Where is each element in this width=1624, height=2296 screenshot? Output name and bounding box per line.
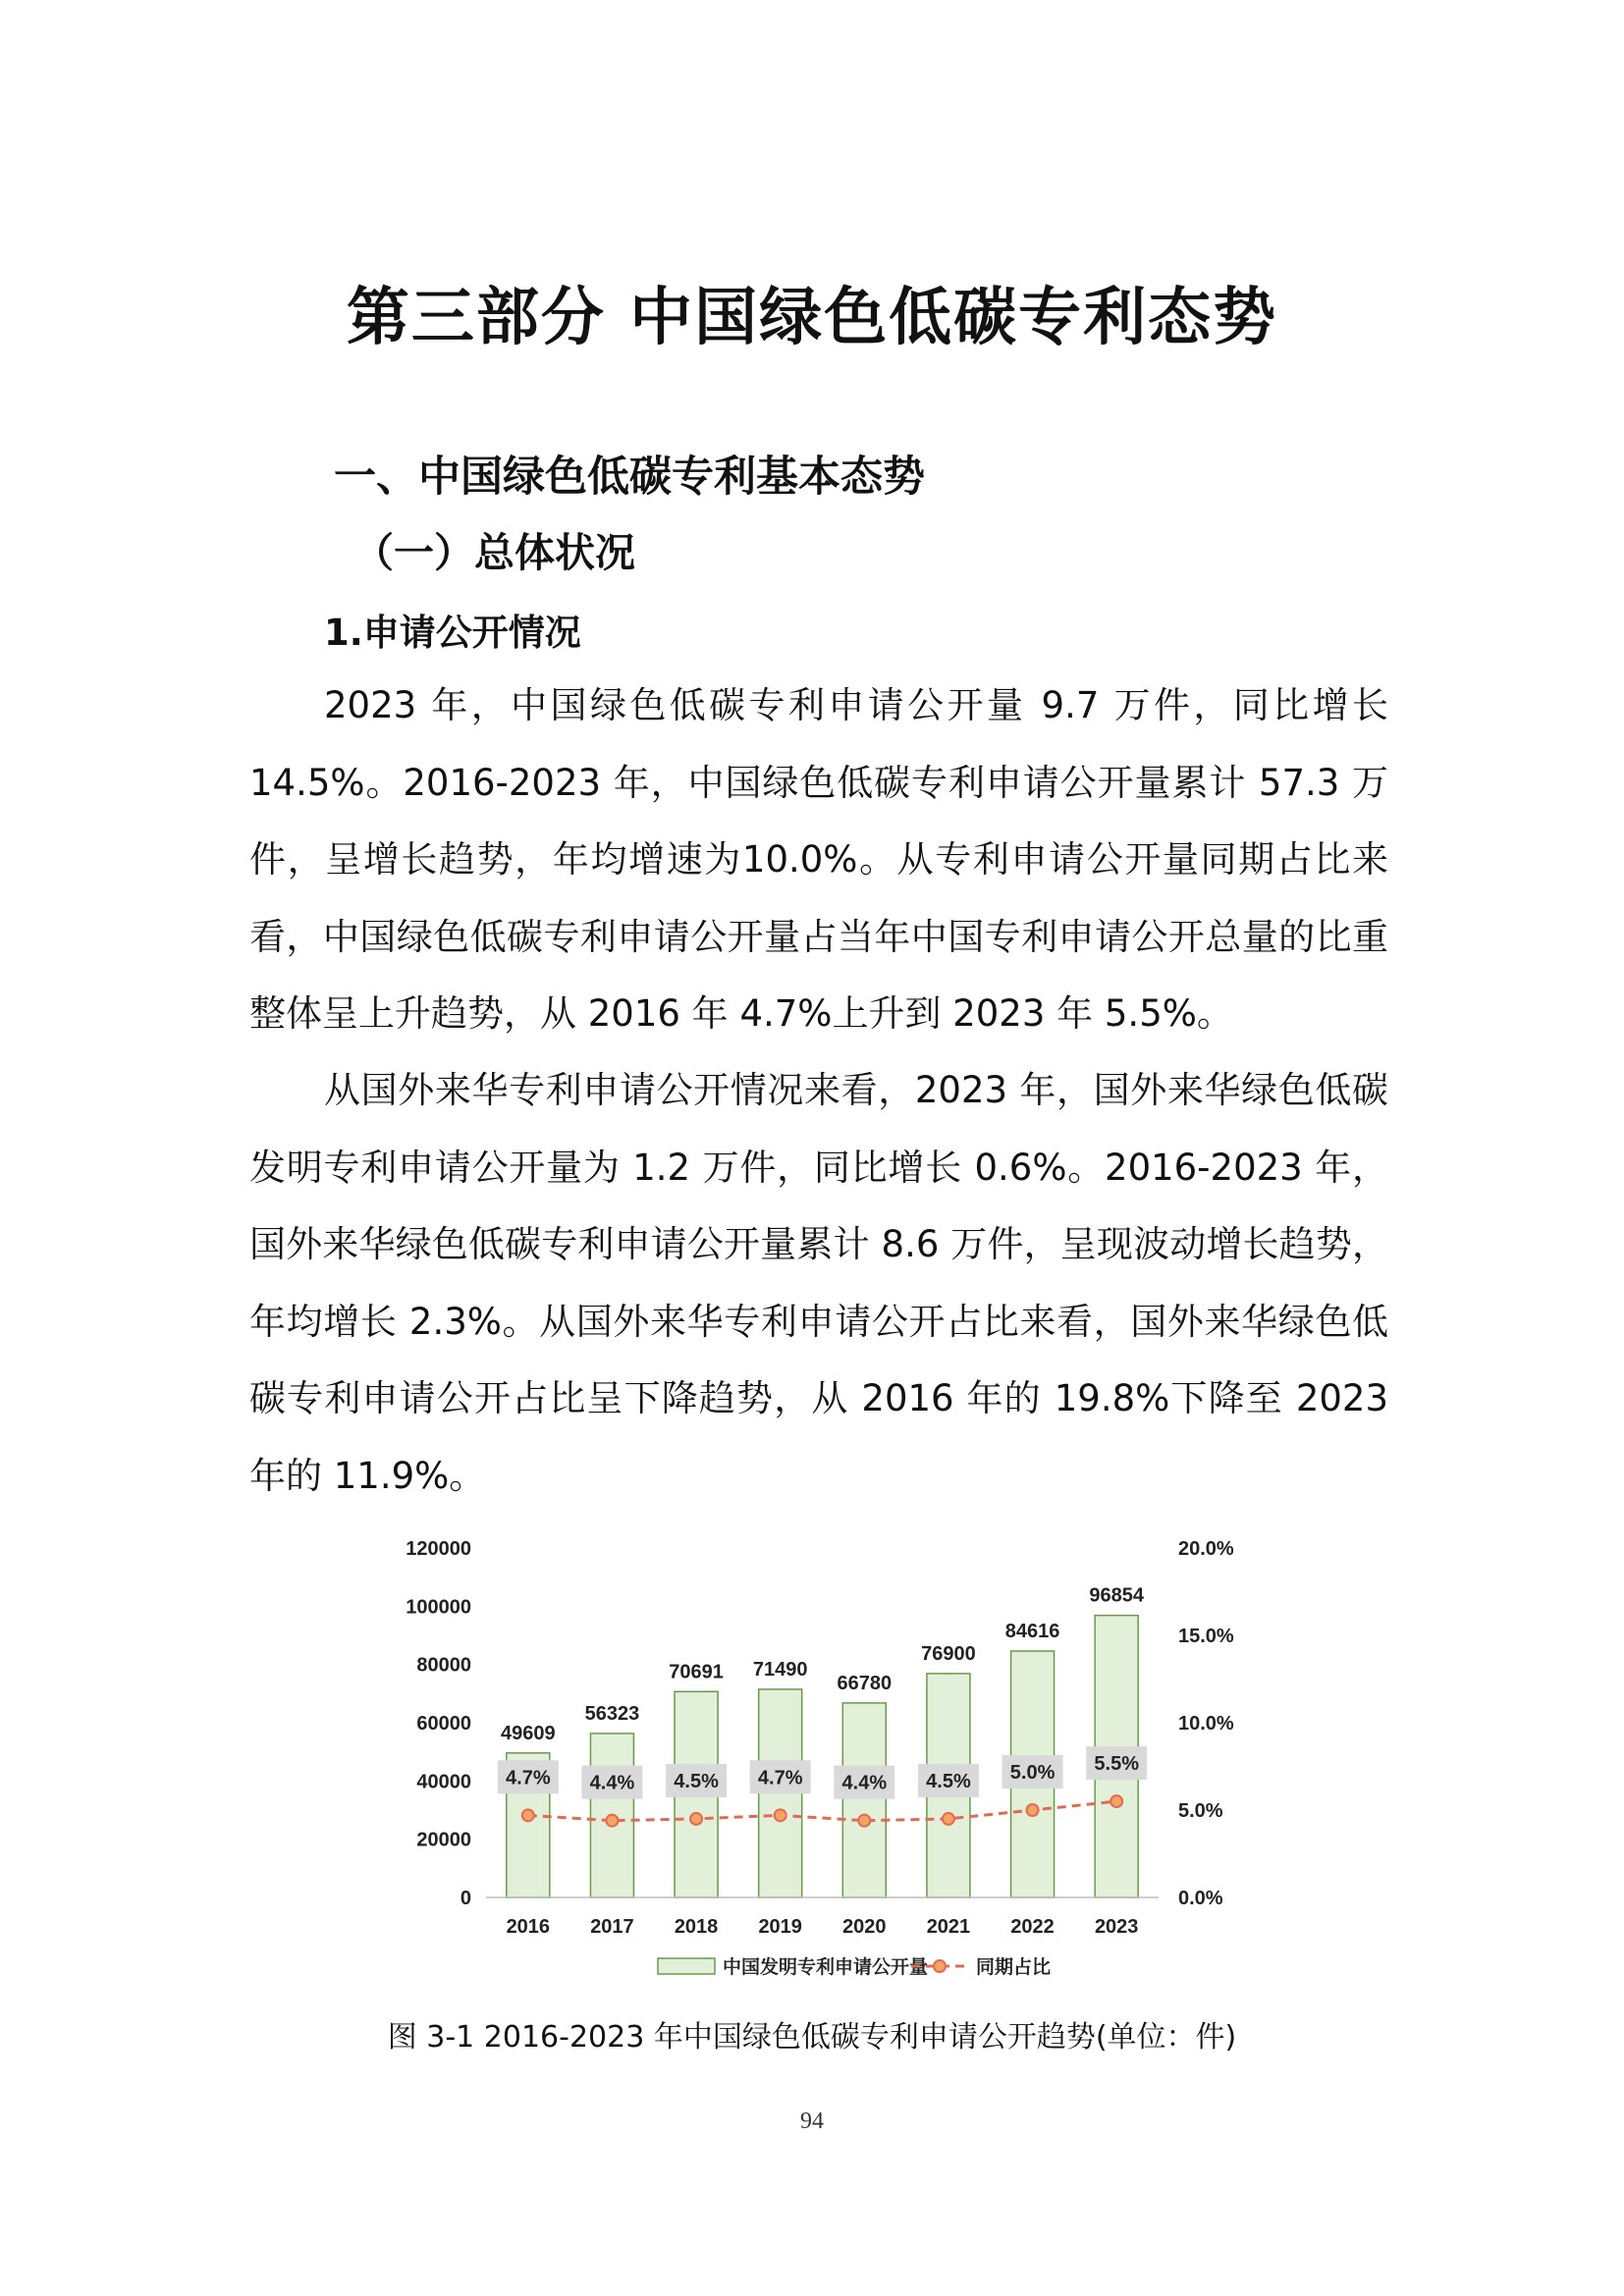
right-axis-tick-label: 5.0%: [1178, 1800, 1223, 1822]
x-axis-tick-label: 2020: [842, 1916, 887, 1938]
legend-line-label: 同期占比: [976, 1957, 1052, 1978]
ratio-data-label: 5.0%: [1009, 1762, 1056, 1784]
left-axis-tick-label: 40000: [416, 1771, 471, 1793]
x-axis-tick-label: 2016: [506, 1916, 551, 1938]
section-heading: 一、中国绿色低碳专利基本态势: [334, 453, 925, 502]
left-axis-tick-label: 100000: [406, 1596, 471, 1619]
bar-data-label: 49609: [501, 1722, 556, 1744]
x-axis-tick-label: 2019: [758, 1916, 802, 1938]
ratio-data-label: 4.5%: [674, 1770, 719, 1792]
legend-bar-swatch: [658, 1958, 715, 1974]
x-axis-tick-label: 2023: [1094, 1916, 1139, 1938]
legend-line-marker: [934, 1960, 946, 1972]
bar-data-label: 66780: [837, 1672, 893, 1694]
bar-data-label: 56323: [584, 1702, 640, 1725]
legend-bar-label: 中国发明专利申请公开量: [723, 1957, 929, 1978]
ratio-point-2021: [943, 1813, 954, 1825]
bar-data-label: 70691: [669, 1661, 724, 1683]
left-axis-tick-label: 60000: [416, 1713, 471, 1735]
page-number: 94: [800, 2109, 824, 2134]
ratio-point-2019: [775, 1809, 786, 1821]
patent-trend-chart: [373, 1517, 1257, 1998]
ratio-point-2020: [858, 1815, 870, 1827]
right-axis-tick-label: 0.0%: [1178, 1888, 1223, 1909]
left-axis-tick-label: 120000: [406, 1538, 471, 1560]
ratio-point-2023: [1110, 1795, 1122, 1807]
ratio-data-label: 5.5%: [1094, 1753, 1139, 1776]
figure-caption: 图 3-1 2016-2023 年中国绿色低碳专利申请公开趋势(单位：件): [387, 2020, 1237, 2055]
subsubsection-heading: 1.申请公开情况: [324, 612, 581, 654]
body-paragraph-1: 2023 年，中国绿色低碳专利申请公开量 9.7 万件，同比增长 14.5%。2016-2023 年，中国绿色低碳专利申请公开量累计 57.3 万件，呈增长趋势，年均增速为10.0%。从专利申请公开量同期占比来看，中国绿色低碳专利申请公开量占当年中国专利申请公开总量的比重整体呈上升趋势，从 2016 年 4.7%上升到 2023 年 5.5%。: [249, 684, 1388, 1035]
right-axis-tick-label: 15.0%: [1178, 1626, 1234, 1647]
bar-2020: [842, 1703, 886, 1897]
left-axis-tick-label: 20000: [416, 1829, 471, 1851]
x-axis-tick-label: 2022: [1010, 1916, 1055, 1938]
bar-data-label: 96854: [1089, 1584, 1144, 1607]
x-axis-tick-label: 2021: [926, 1916, 971, 1938]
ratio-point-2016: [522, 1809, 534, 1821]
x-axis-tick-label: 2017: [590, 1916, 634, 1938]
chart-container: [373, 1517, 1257, 1998]
right-axis-tick-label: 20.0%: [1178, 1538, 1234, 1560]
left-axis-tick-label: 80000: [416, 1654, 471, 1677]
ratio-data-label: 4.4%: [589, 1772, 635, 1794]
ratio-point-2022: [1027, 1804, 1039, 1816]
ratio-point-2017: [606, 1815, 618, 1827]
ratio-data-label: 4.7%: [506, 1767, 551, 1789]
left-axis-tick-label: 0: [460, 1888, 471, 1909]
x-axis-tick-label: 2018: [674, 1916, 719, 1938]
bar-data-label: 71490: [752, 1658, 808, 1681]
ratio-data-label: 4.4%: [841, 1772, 888, 1794]
page-title: 第三部分 中国绿色低碳专利态势: [346, 281, 1278, 354]
ratio-data-label: 4.5%: [926, 1770, 971, 1792]
subsection-heading: （一）总体状况: [353, 529, 635, 576]
bar-data-label: 76900: [921, 1642, 976, 1665]
right-axis-tick-label: 10.0%: [1178, 1713, 1234, 1735]
body-paragraph-2: 从国外来华专利申请公开情况来看，2023 年，国外来华绿色低碳发明专利申请公开量为 1.2 万件，同比增长 0.6%。2016-2023 年，国外来华绿色低碳专利申请公开量累计 8.6 万件，呈现波动增长趋势，年均增长 2.3%。从国外来华专利申请公开占比来看，国外来华绿色低碳专利申请公开占比呈下降趋势，从 2016 年的 19.8%下降至 2023 年的 11.9%。: [249, 1069, 1388, 1497]
bar-data-label: 84616: [1004, 1620, 1060, 1642]
ratio-data-label: 4.7%: [757, 1767, 803, 1789]
ratio-point-2018: [690, 1813, 702, 1825]
